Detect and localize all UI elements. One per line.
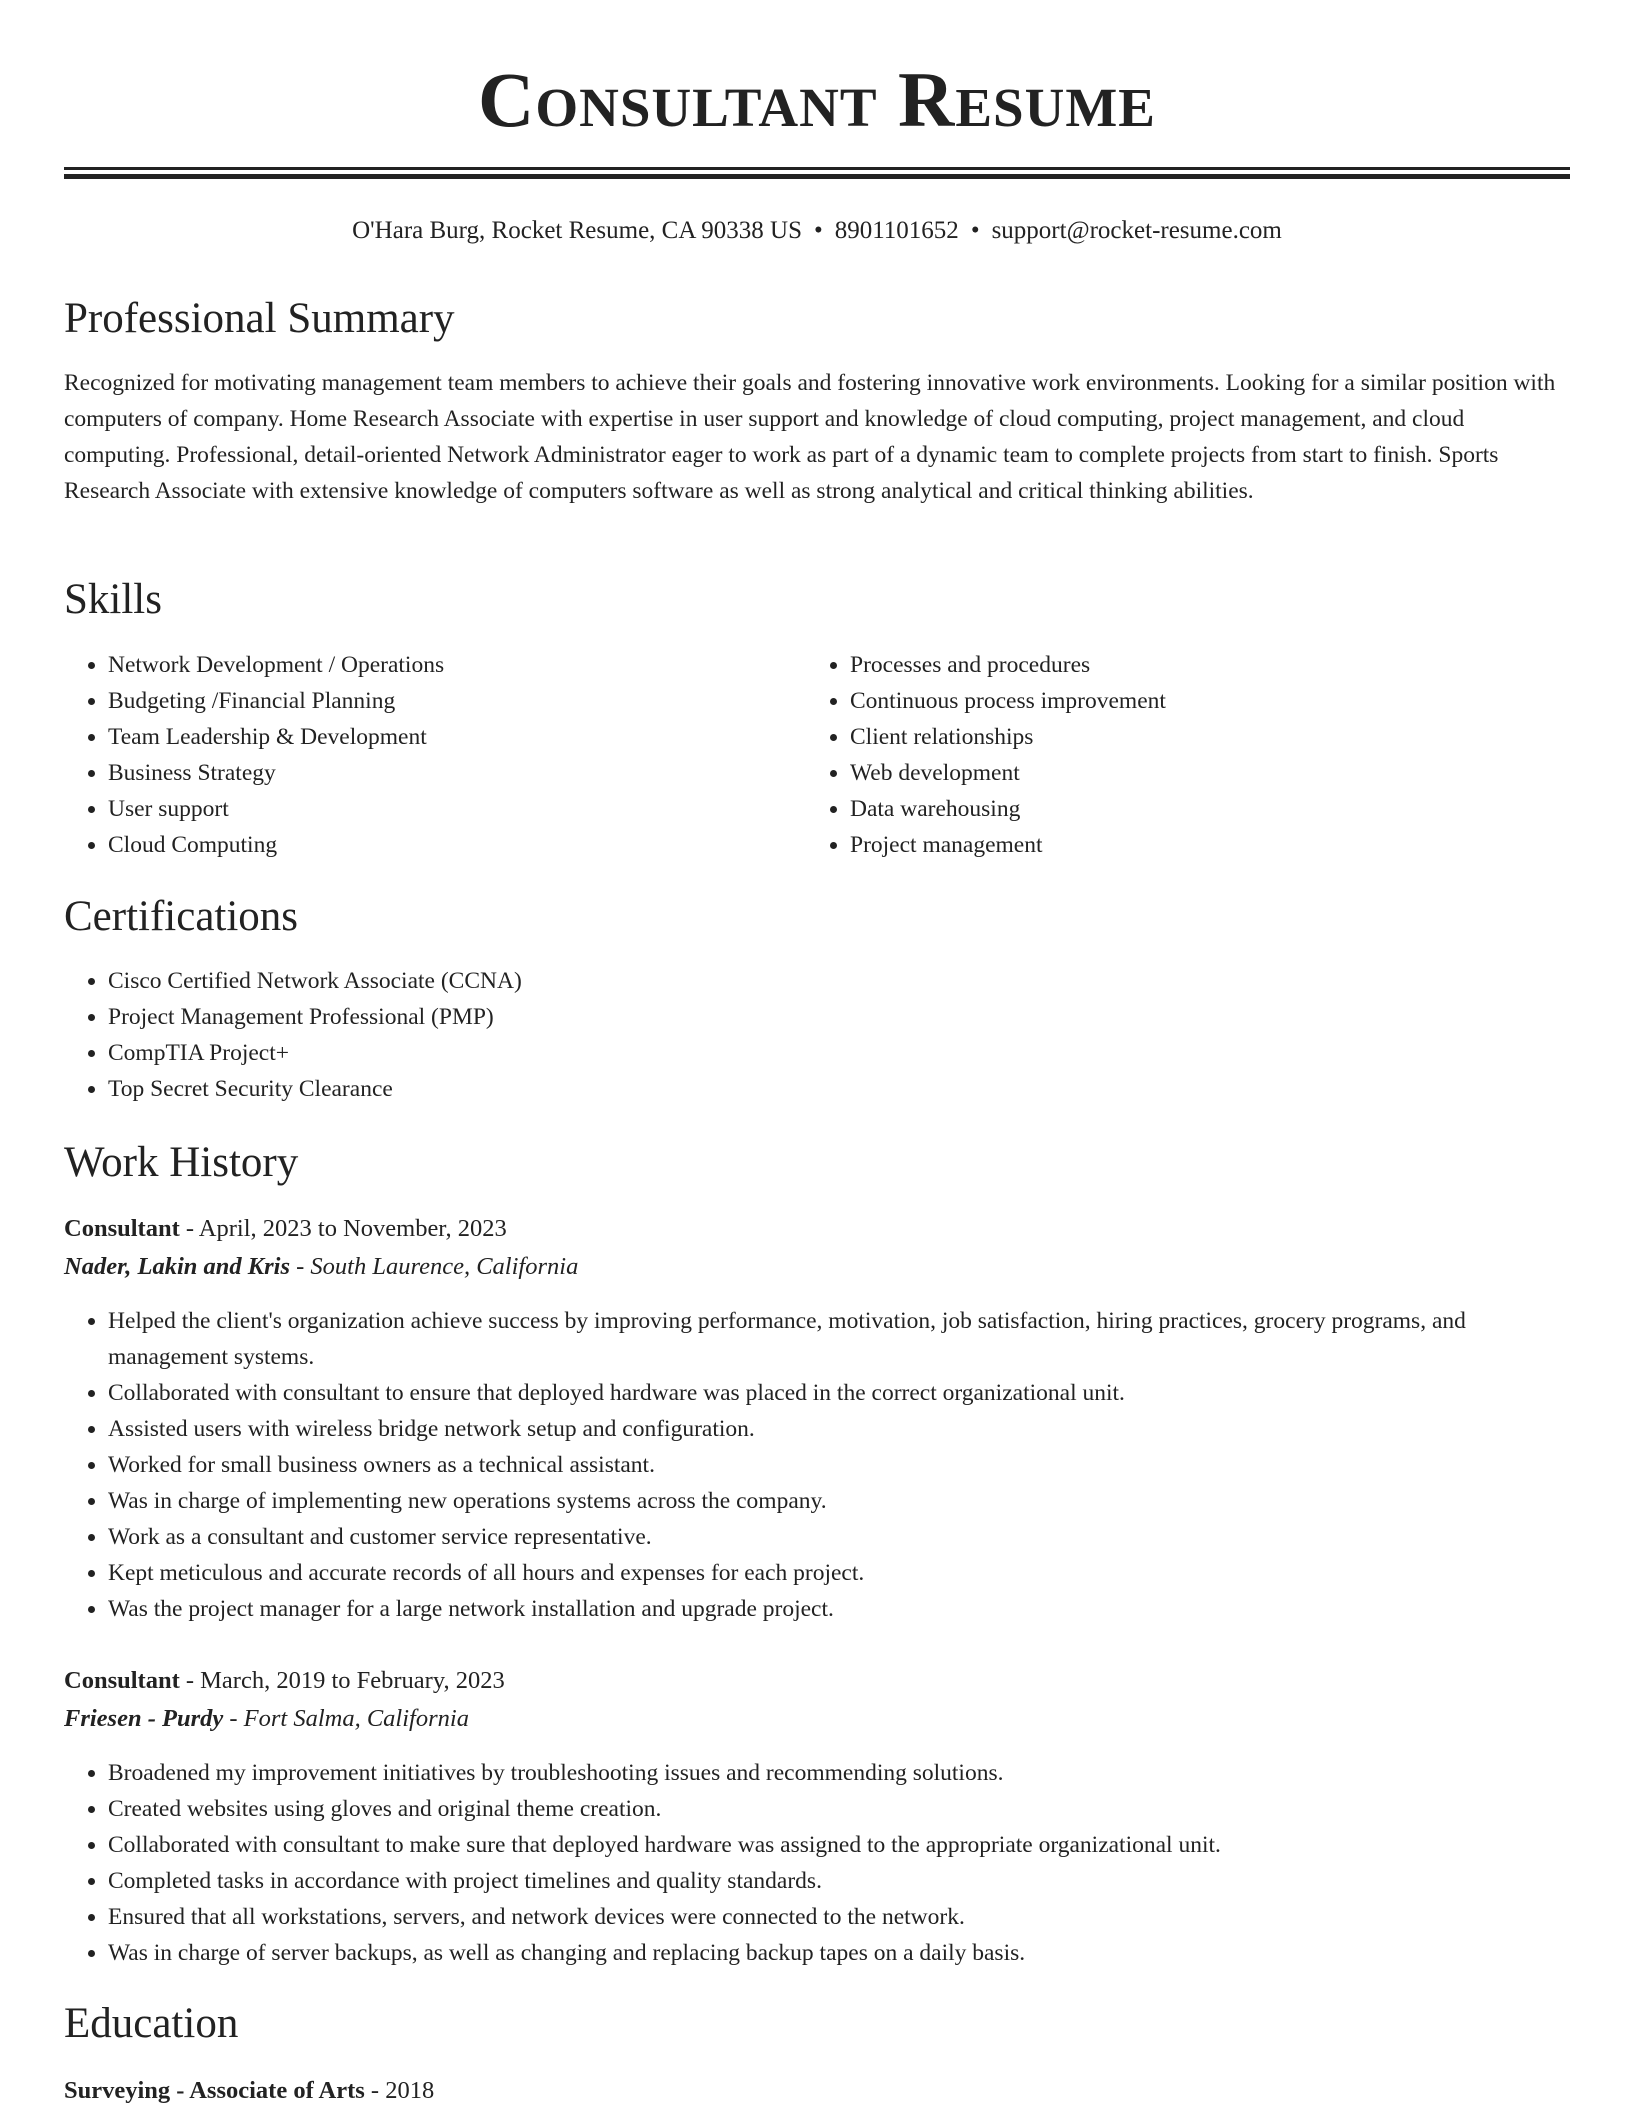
list-item: • Business Strategy	[108, 755, 808, 791]
list-item: • Worked for small business owners as a technical assistant.	[108, 1447, 1570, 1483]
list-item: • Project management	[850, 827, 1550, 863]
education-heading: Education	[64, 2000, 239, 2047]
work-history-heading: Work History	[64, 1139, 299, 1186]
list-item: • Cloud Computing	[108, 827, 808, 863]
contact-phone: 8901101652	[834, 217, 959, 244]
list-item: • Assisted users with wireless bridge network setup and configuration.	[108, 1411, 1570, 1447]
education-line	[64, 2073, 434, 2109]
job-location: - Fort Salma, California	[223, 1705, 469, 1732]
list-item: • Completed tasks in accordance with project timelines and quality standards.	[108, 1863, 1570, 1899]
page-title: Consultant Resume	[478, 56, 1156, 143]
list-item: • Processes and procedures	[850, 647, 1550, 683]
resume-page	[64, 0, 1570, 2104]
list-item: • Continuous process improvement	[850, 683, 1550, 719]
job-location: - South Laurence, California	[290, 1253, 579, 1280]
education-year: - 2018	[364, 2077, 435, 2104]
job-title-line	[64, 1211, 507, 1247]
skills-heading: Skills	[64, 576, 162, 623]
job-dates: - March, 2019 to February, 2023	[179, 1667, 505, 1694]
list-item: • Helped the client's organization achieve success by improving performance, motivation, job satisfaction, hiring practices, grocery programs, and management systems.	[108, 1303, 1570, 1375]
job-bullets	[64, 1303, 1570, 1627]
job-company: Nader, Lakin and Kris	[64, 1253, 290, 1280]
summary-heading: Professional Summary	[64, 295, 455, 342]
contact-separator: •	[970, 217, 980, 244]
list-item: • Client relationships	[850, 719, 1550, 755]
list-item: • Broadened my improvement initiatives by troubleshooting issues and recommending solutions.	[108, 1755, 1570, 1791]
job-title: Consultant	[64, 1667, 180, 1694]
list-item: • Work as a consultant and customer service representative.	[108, 1519, 1570, 1555]
certifications-heading: Certifications	[64, 893, 299, 940]
job-title: Consultant	[64, 1215, 180, 1242]
list-item: • Cisco Certified Network Associate (CCNA)	[108, 963, 1568, 999]
list-item: • Collaborated with consultant to make sure that deployed hardware was assigned to the appropriate organizational unit.	[108, 1827, 1570, 1863]
list-item: • User support	[108, 791, 808, 827]
list-item: • Top Secret Security Clearance	[108, 1071, 1568, 1107]
job-dates: - April, 2023 to November, 2023	[179, 1215, 507, 1242]
contact-email: support@rocket-resume.com	[991, 217, 1282, 244]
certifications-list	[64, 963, 1568, 1107]
job-company: Friesen - Purdy	[64, 1705, 224, 1732]
list-item: • Kept meticulous and accurate records of all hours and expenses for each project.	[108, 1555, 1570, 1591]
list-item: • Project Management Professional (PMP)	[108, 999, 1568, 1035]
title-rule-thin	[64, 167, 1570, 170]
skills-list-right	[806, 647, 1550, 863]
list-item: • Network Development / Operations	[108, 647, 808, 683]
contact-address: O'Hara Burg, Rocket Resume, CA 90338 US	[352, 217, 802, 244]
list-item: • Ensured that all workstations, servers, and network devices were connected to the network.	[108, 1899, 1570, 1935]
education-degree: Surveying - Associate of Arts	[64, 2077, 365, 2104]
list-item: • Budgeting /Financial Planning	[108, 683, 808, 719]
summary-text: Recognized for motivating management team members to achieve their goals and fostering innovative work environments. Looking for a similar position with computers of company. Home Research Associate with expertise in user support and knowledge of cloud computing, project management, and cloud computing. Professional, detail-oriented Network Administrator eager to work as part of a dynamic team to complete projects from start to finish. Sports Research Associate with extensive knowledge of computers software as well as strong analytical and critical thinking abilities.	[64, 370, 1556, 504]
list-item: • Data warehousing	[850, 791, 1550, 827]
job-company-line	[64, 1249, 578, 1285]
job-bullets	[64, 1755, 1570, 1971]
list-item: • Web development	[850, 755, 1550, 791]
job-company-line	[64, 1701, 469, 1737]
job-title-line	[64, 1663, 505, 1699]
title-rule-thick	[64, 174, 1570, 179]
list-item: • Was in charge of implementing new operations systems across the company.	[108, 1483, 1570, 1519]
list-item: • Was the project manager for a large network installation and upgrade project.	[108, 1591, 1570, 1627]
contact-line	[64, 214, 1570, 248]
contact-separator: •	[813, 217, 823, 244]
skills-list-left	[64, 647, 808, 863]
list-item: • Collaborated with consultant to ensure that deployed hardware was placed in the correct organizational unit.	[108, 1375, 1570, 1411]
list-item: • CompTIA Project+	[108, 1035, 1568, 1071]
list-item: • Created websites using gloves and original theme creation.	[108, 1791, 1570, 1827]
list-item: • Was in charge of server backups, as well as changing and replacing backup tapes on a daily basis.	[108, 1935, 1570, 1971]
list-item: • Team Leadership & Development	[108, 719, 808, 755]
